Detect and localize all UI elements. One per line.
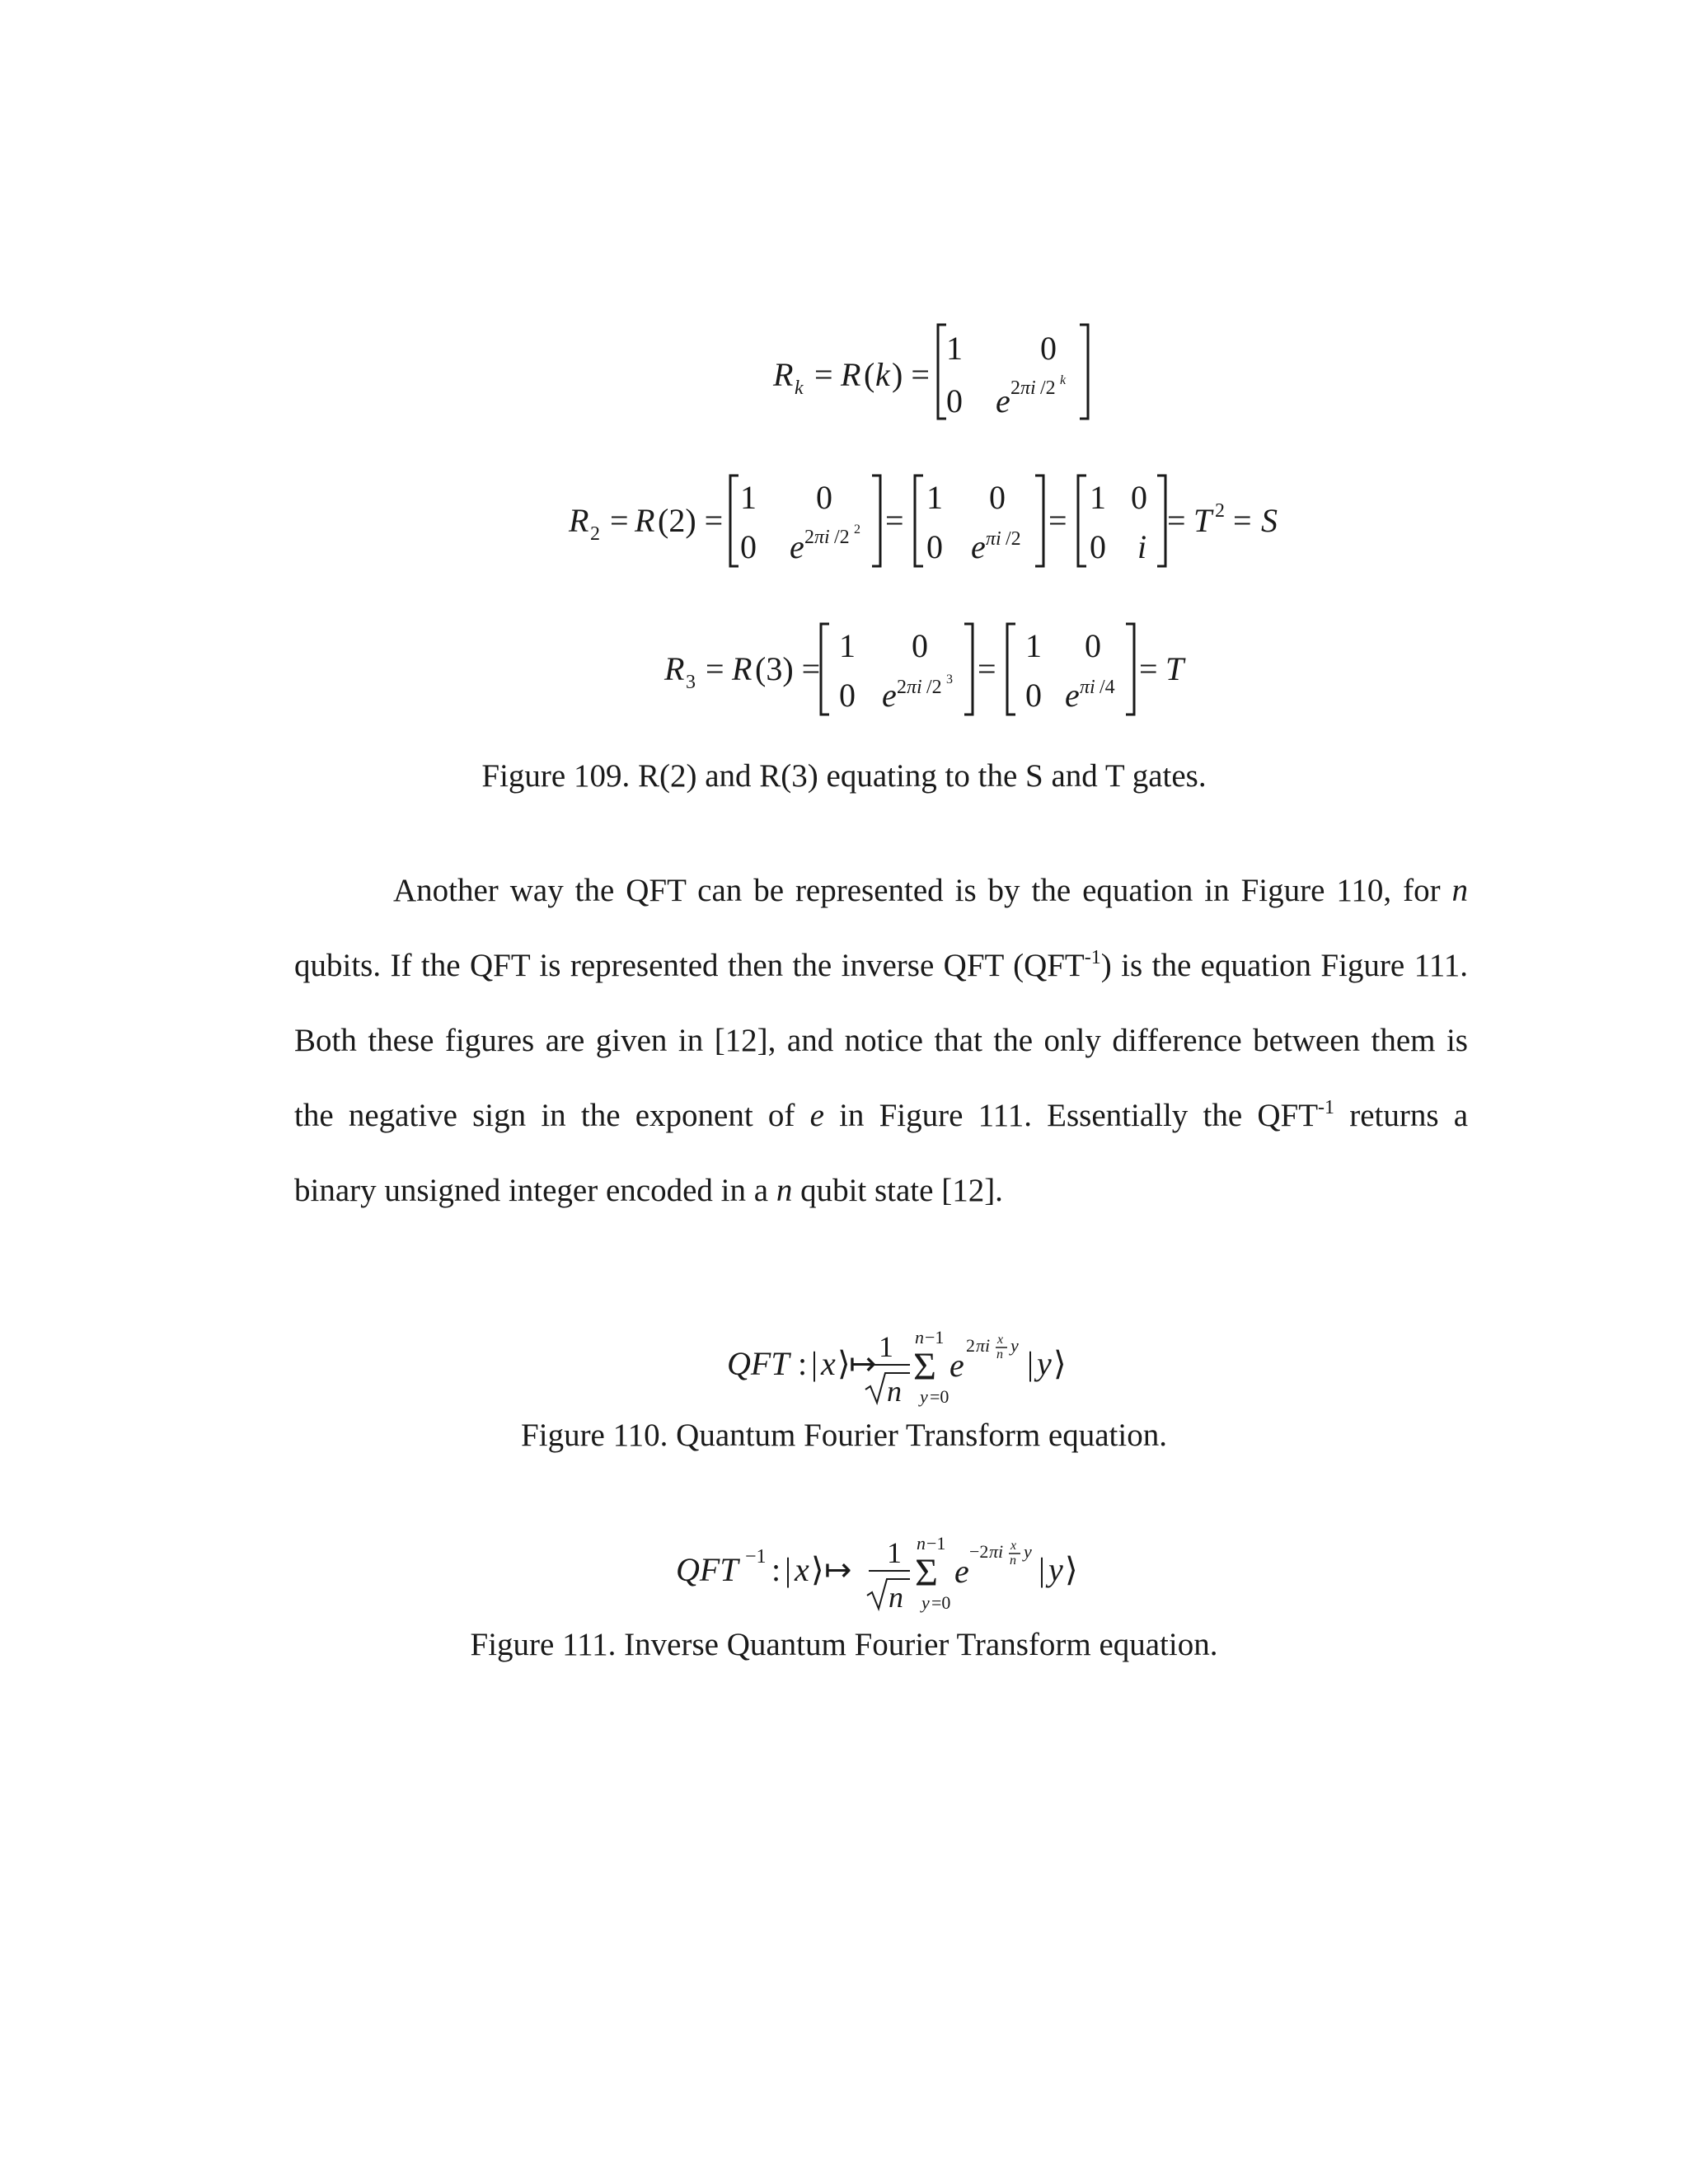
- svg-text:R: R: [841, 356, 861, 393]
- svg-text:) =: ) =: [892, 356, 930, 393]
- svg-text:−1: −1: [925, 1327, 945, 1347]
- svg-text:πi: πi: [1080, 677, 1095, 698]
- svg-text:|: |: [1039, 1551, 1046, 1588]
- svg-text:3: 3: [686, 672, 696, 693]
- paragraph-line-5-text-b: qubit state [12].: [800, 1173, 1003, 1208]
- svg-text:1: 1: [879, 1330, 893, 1363]
- svg-text:2: 2: [804, 527, 814, 548]
- svg-text:Σ: Σ: [913, 1345, 936, 1389]
- svg-text:(2) =: (2) =: [658, 502, 724, 539]
- svg-text:πi: πi: [986, 528, 1001, 550]
- svg-text:n: n: [917, 1533, 926, 1554]
- svg-text:−1: −1: [745, 1546, 767, 1568]
- equation-r2: [0, 466, 1688, 581]
- equation-r3: [0, 614, 1688, 729]
- paragraph-line-2-text-a: qubits. If the QFT is represented then the inverse QFT (QFT: [294, 948, 1085, 983]
- paragraph-line-4-text-b: in Figure 111. Essentially the QFT: [839, 1098, 1319, 1133]
- svg-text:2: 2: [897, 677, 907, 698]
- svg-text::: :: [771, 1551, 781, 1588]
- svg-text:R: R: [569, 502, 589, 539]
- svg-text:0: 0: [946, 382, 963, 419]
- svg-text:⟩: ⟩: [811, 1551, 824, 1588]
- svg-text:e: e: [1065, 677, 1080, 714]
- svg-text:↦: ↦: [824, 1551, 852, 1588]
- svg-text:(3) =: (3) =: [755, 650, 821, 687]
- svg-text:0: 0: [989, 479, 1006, 516]
- svg-text:/2: /2: [1040, 377, 1056, 399]
- paragraph-var-n2: n: [776, 1173, 793, 1208]
- svg-text:QFT: QFT: [676, 1551, 738, 1588]
- svg-text:/2: /2: [1006, 528, 1021, 550]
- paragraph-line-1-text: Another way the QFT can be represented is by the equation in Figure 110, for: [393, 873, 1441, 908]
- svg-text:↦: ↦: [849, 1345, 877, 1382]
- svg-text:1: 1: [946, 330, 963, 367]
- paragraph-line-1: [294, 853, 1468, 928]
- paragraph-line-3: Both these figures are given in [12], and notice that the only difference between them is: [294, 1023, 1468, 1058]
- paragraph-line-2-text-b: ) is the equation Figure 111.: [1100, 948, 1468, 983]
- equation-inverse-qft: [0, 1516, 1688, 1632]
- svg-text:πi: πi: [907, 677, 922, 698]
- svg-text:y: y: [1010, 1335, 1019, 1356]
- svg-text:=: =: [1139, 650, 1158, 687]
- svg-text:e: e: [790, 528, 804, 565]
- svg-text:=: =: [1167, 502, 1186, 539]
- svg-text:T: T: [1165, 650, 1184, 687]
- svg-text:0: 0: [1085, 627, 1101, 664]
- svg-text:0: 0: [912, 627, 928, 664]
- svg-text:Σ: Σ: [915, 1551, 938, 1595]
- svg-text:πi: πi: [989, 1541, 1004, 1562]
- svg-text:i: i: [1137, 528, 1147, 565]
- svg-text:y: y: [1024, 1541, 1032, 1562]
- svg-text:0: 0: [1131, 479, 1147, 516]
- svg-text:k: k: [795, 377, 804, 399]
- svg-text:y: y: [921, 1592, 930, 1613]
- svg-text:x: x: [997, 1333, 1004, 1347]
- paragraph-line-2: [294, 928, 1468, 1003]
- paragraph-line-2-sup: -1: [1084, 947, 1101, 968]
- paragraph-var-n: n: [1451, 873, 1468, 908]
- svg-text:2: 2: [966, 1335, 975, 1356]
- svg-text:e: e: [882, 677, 897, 714]
- paragraph-line-5: [294, 1153, 1468, 1228]
- paragraph-line-4-text-c: returns a: [1349, 1098, 1469, 1133]
- svg-text:1: 1: [1025, 627, 1042, 664]
- svg-text:πi: πi: [1020, 377, 1036, 399]
- paragraph-line-4: [294, 1078, 1468, 1153]
- svg-text:−2: −2: [969, 1541, 989, 1562]
- equation-rk: [0, 313, 1688, 429]
- svg-text:T: T: [1193, 502, 1212, 539]
- svg-text:=: =: [706, 650, 724, 687]
- svg-text:y: y: [920, 1386, 928, 1407]
- svg-text:0: 0: [839, 677, 856, 714]
- svg-text:/2: /2: [926, 677, 942, 698]
- paragraph-line-4-sup: -1: [1318, 1097, 1335, 1118]
- svg-text:=0: =0: [931, 1592, 951, 1613]
- svg-text:R: R: [635, 502, 655, 539]
- svg-text:⟩: ⟩: [1053, 1345, 1067, 1382]
- svg-text:⟩: ⟩: [1065, 1551, 1078, 1588]
- svg-text:x: x: [1010, 1539, 1017, 1553]
- svg-text:n: n: [887, 1375, 902, 1408]
- svg-text:1: 1: [926, 479, 943, 516]
- svg-text:0: 0: [816, 479, 832, 516]
- svg-text:0: 0: [740, 528, 757, 565]
- svg-text:e: e: [971, 528, 986, 565]
- equation-r3-svg: [0, 614, 1688, 729]
- svg-text:0: 0: [1025, 677, 1042, 714]
- svg-text:=: =: [1233, 502, 1252, 539]
- svg-text:|: |: [1027, 1345, 1034, 1382]
- equation-qft-svg: [0, 1310, 1688, 1426]
- svg-text:2: 2: [1215, 500, 1225, 522]
- svg-text:0: 0: [1090, 528, 1106, 565]
- svg-text:1: 1: [740, 479, 757, 516]
- svg-text:k: k: [1060, 373, 1067, 387]
- svg-text:S: S: [1261, 502, 1278, 539]
- svg-text:1: 1: [1090, 479, 1106, 516]
- svg-text:R: R: [732, 650, 753, 687]
- svg-text:1: 1: [887, 1536, 902, 1569]
- svg-text:y: y: [1048, 1551, 1063, 1588]
- paragraph-var-e: e: [809, 1098, 824, 1133]
- equation-inverse-qft-svg: [0, 1516, 1688, 1632]
- svg-text:=: =: [814, 356, 833, 393]
- svg-text:=: =: [610, 502, 629, 539]
- svg-text:2: 2: [1010, 377, 1020, 399]
- svg-text:|: |: [811, 1345, 818, 1382]
- svg-text::: :: [798, 1345, 808, 1382]
- svg-text:πi: πi: [814, 527, 830, 548]
- paragraph-line-4-text-a: the negative sign in the exponent of: [294, 1098, 795, 1133]
- svg-text:y: y: [1037, 1345, 1052, 1382]
- equation-qft: [0, 1310, 1688, 1426]
- svg-text:0: 0: [1040, 330, 1057, 367]
- figure-111-caption: Figure 111. Inverse Quantum Fourier Transform equation.: [470, 1627, 1218, 1662]
- svg-text:x: x: [821, 1345, 836, 1382]
- svg-text:0: 0: [926, 528, 943, 565]
- svg-text:⟩: ⟩: [837, 1345, 851, 1382]
- svg-text:=: =: [978, 650, 996, 687]
- svg-text:πi: πi: [976, 1335, 991, 1356]
- svg-text:2: 2: [590, 523, 600, 545]
- svg-text:1: 1: [839, 627, 856, 664]
- svg-text:=: =: [1048, 502, 1067, 539]
- equation-rk-svg: [0, 313, 1688, 429]
- body-paragraph: [294, 853, 1468, 1228]
- svg-text:n: n: [1010, 1554, 1016, 1568]
- svg-text:(: (: [864, 356, 875, 393]
- figure-109-caption: Figure 109. R(2) and R(3) equating to the S and T gates.: [481, 758, 1207, 794]
- svg-text:x: x: [795, 1551, 809, 1588]
- equation-r2-svg: [0, 466, 1688, 581]
- svg-text:3: 3: [946, 673, 953, 687]
- svg-text:−1: −1: [926, 1533, 946, 1554]
- svg-text:n: n: [996, 1347, 1003, 1361]
- svg-text:n: n: [889, 1581, 903, 1614]
- svg-text:e: e: [996, 382, 1010, 419]
- svg-text:|: |: [785, 1551, 792, 1588]
- svg-text:R: R: [773, 356, 794, 393]
- svg-text:e: e: [950, 1347, 964, 1384]
- figure-110-caption: Figure 110. Quantum Fourier Transform equation.: [521, 1418, 1167, 1453]
- svg-text:/4: /4: [1100, 677, 1115, 698]
- svg-text:k: k: [875, 356, 890, 393]
- svg-text:=: =: [885, 502, 904, 539]
- svg-text:/2: /2: [834, 527, 850, 548]
- svg-text:R: R: [664, 650, 685, 687]
- svg-text:2: 2: [854, 523, 860, 537]
- svg-text:QFT: QFT: [727, 1345, 790, 1382]
- svg-text:n: n: [915, 1327, 924, 1347]
- svg-text:e: e: [954, 1553, 969, 1590]
- svg-text:=0: =0: [930, 1386, 950, 1407]
- paragraph-line-5-text-a: binary unsigned integer encoded in a: [294, 1173, 769, 1208]
